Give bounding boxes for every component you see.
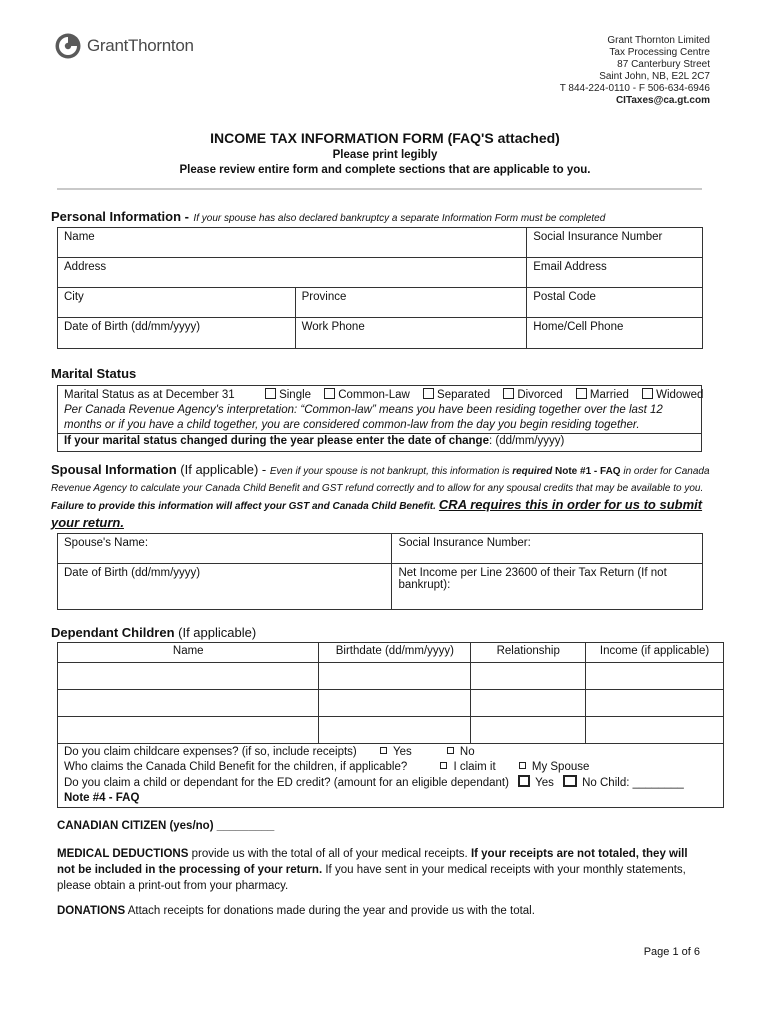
address-line: T 844-224-0110 - F 506-634-6946 [559,83,710,94]
home-phone-label: Home/Cell Phone [533,321,624,333]
grant-thornton-logo-icon [55,33,81,59]
work-phone-field[interactable] [295,318,527,349]
form-subtitle: Please print legibly [332,149,438,161]
child-row [58,717,724,744]
spouse-dob-label: Date of Birth (dd/mm/yyyy) [64,567,201,579]
childcare-question: Do you claim childcare expenses? (if so, include receipts) [64,746,357,758]
col-income-header: Income (if applicable) [586,643,724,663]
name-label: Name [64,231,95,243]
donations-heading: DONATIONS [57,905,126,917]
childcare-yes-checkbox[interactable] [380,747,387,754]
children-heading: Dependant Children [51,625,175,640]
divider [57,188,702,190]
canadian-citizen-field[interactable]: CANADIAN CITIZEN (yes/no) _________ [57,820,275,832]
childcare-no-label: No [459,746,475,758]
personal-info-note: If your spouse has also declared bankruptcy a separate Information Form must be completed [193,213,606,224]
spousal-note-cont: in order for Canada Revenue Agency to calculate your Canada Child Benefit and GST refund correctly and to allow for any spousal credits that may be available to you. [51,466,710,494]
marital-change-label: If your marital status changed during the year please enter the date of change [64,435,489,447]
form-title: INCOME TAX INFORMATION FORM (FAQ'S attached) [210,130,560,146]
children-questions [58,744,724,808]
i-claim-checkbox[interactable] [440,762,447,769]
note-4: Note #4 - FAQ [64,792,140,804]
my-spouse-checkbox[interactable] [519,762,526,769]
spousal-required: required [512,466,553,477]
spouse-sin-field[interactable] [392,534,703,564]
spousal-failure: Failure to provide this information will affect your GST and Canada Child Benefit. [51,501,436,512]
postal-code-label: Postal Code [533,291,596,303]
child-birthdate-cell[interactable] [319,690,471,717]
ed-question: Do you claim a child or dependant for the ED credit? (amount for an eligible dependant) [64,777,509,789]
form-instructions: Please review entire form and complete sections that are applicable to you. [179,164,591,176]
spouse-name-label: Spouse's Name: [64,537,149,549]
province-label: Province [301,291,347,303]
ed-no-checkbox[interactable] [563,775,577,787]
child-name-cell[interactable] [58,717,319,744]
city-field[interactable] [58,288,296,318]
child-relationship-cell[interactable] [471,663,586,690]
spousal-cra-required: CRA requires this in order for us to submit your return. [51,497,703,530]
address-line: Grant Thornton Limited [607,35,710,46]
spousal-heading: Spousal Information [51,462,177,477]
sin-label: Social Insurance Number [533,231,663,243]
medical-text: provide us with the total of all of your medical receipts. [188,848,471,860]
child-name-cell[interactable] [58,663,319,690]
spousal-intro [51,462,711,532]
marital-as-at-label: Marital Status as at December 31 [64,389,235,401]
col-birthdate-header: Birthdate (dd/mm/yyyy) [319,643,471,663]
ed-no-label: No Child: ________ [582,777,684,789]
marital-options-row [64,388,704,403]
common-law-checkbox[interactable] [324,388,335,399]
dob-field[interactable] [58,318,296,349]
col-relationship-header: Relationship [471,643,586,663]
donations [57,903,707,919]
child-birthdate-cell[interactable] [319,717,471,744]
children-ifapp: (If applicable) [174,625,257,640]
child-relationship-cell[interactable] [471,690,586,717]
postal-code-field[interactable] [527,288,703,318]
marital-box [57,385,702,452]
donations-text: Attach receipts for donations made during the year and provide us with the total. [125,905,535,917]
common-law-label: Common-Law [338,389,410,401]
spousal-note: Even if your spouse is not bankrupt, this information is [269,466,513,477]
single-checkbox[interactable] [265,388,276,399]
personal-info-heading-row [51,208,605,226]
medical-heading: MEDICAL DEDUCTIONS [57,848,189,860]
divorced-checkbox[interactable] [503,388,514,399]
spousal-table [57,533,703,610]
sin-field[interactable] [527,228,703,258]
ccb-row [64,760,717,775]
personal-info-heading: Personal Information - [51,209,189,224]
address-line: 87 Canterbury Street [617,59,710,70]
email-label: Email Address [533,261,607,273]
separated-label: Separated [437,389,491,401]
province-field[interactable] [295,288,527,318]
childcare-no-checkbox[interactable] [447,747,454,754]
child-name-cell[interactable] [58,690,319,717]
ed-yes-checkbox[interactable] [518,775,530,787]
spouse-name-field[interactable] [58,534,392,564]
marital-heading: Marital Status [51,366,137,381]
child-income-cell[interactable] [586,717,724,744]
address-label: Address [64,261,107,273]
i-claim-label: I claim it [453,761,496,773]
col-name-header: Name [58,643,319,663]
ccb-question: Who claims the Canada Child Benefit for the children, if applicable? [64,761,408,773]
page-number: Page 1 of 6 [643,946,700,958]
office-address [560,35,710,107]
ed-row [64,775,717,791]
child-row [58,690,724,717]
child-income-cell[interactable] [586,690,724,717]
personal-info-table [57,227,703,349]
child-income-cell[interactable] [586,663,724,690]
children-heading-row [51,625,256,640]
separated-checkbox[interactable] [423,388,434,399]
spouse-dob-field[interactable] [58,564,392,610]
ed-yes-label: Yes [535,777,554,789]
brand-name: GrantThornton [87,36,194,55]
widowed-checkbox[interactable] [642,388,653,399]
address-line: Saint John, NB, E2L 2C7 [599,71,710,82]
medical-warning: If your receipts are not totaled, they will not be included in the processing of your return. [57,848,688,876]
cra-common-law-text: Per Canada Revenue Agency's interpretation: “Common-law” means you have been residing together over the last 12 months or if you have a child together, you are considered common-law from the day you begin residing together. [58,403,701,434]
child-relationship-cell[interactable] [471,717,586,744]
single-label: Single [279,389,312,401]
email-field[interactable] [527,258,703,288]
married-label: Married [589,389,629,401]
spousal-ifapp: (If applicable) - [176,462,270,477]
child-birthdate-cell[interactable] [319,663,471,690]
marital-change-row[interactable] [64,434,695,449]
spouse-income-field[interactable] [392,564,703,610]
children-table [57,642,724,808]
dob-label: Date of Birth (dd/mm/yyyy) [64,321,201,333]
city-label: City [64,291,84,303]
widowed-label: Widowed [656,389,704,401]
address-line: Tax Processing Centre [609,47,710,58]
name-field[interactable] [58,228,527,258]
address-field[interactable] [58,258,527,288]
home-phone-field[interactable] [527,318,703,349]
grant-thornton-logo [55,33,194,59]
marital-change-format: : (dd/mm/yyyy) [488,435,565,447]
married-checkbox[interactable] [576,388,587,399]
spouse-income-label: Net Income per Line 23600 of their Tax Return (If not bankrupt): [398,567,667,591]
address-email: CITaxes@ca.gt.com [615,95,710,106]
my-spouse-label: My Spouse [531,761,590,773]
childcare-yes-label: Yes [392,746,412,758]
divorced-label: Divorced [517,389,563,401]
spousal-faq-note: Note #1 - FAQ [552,466,621,477]
spouse-sin-label: Social Insurance Number: [398,537,531,549]
medical-deductions [57,846,707,894]
childcare-row [64,745,717,760]
work-phone-label: Work Phone [301,321,365,333]
medical-text-cont: If you have sent in your medical receipts with your monthly statements, please obtain a print-out from your pharmacy. [57,864,686,892]
child-row [58,663,724,690]
